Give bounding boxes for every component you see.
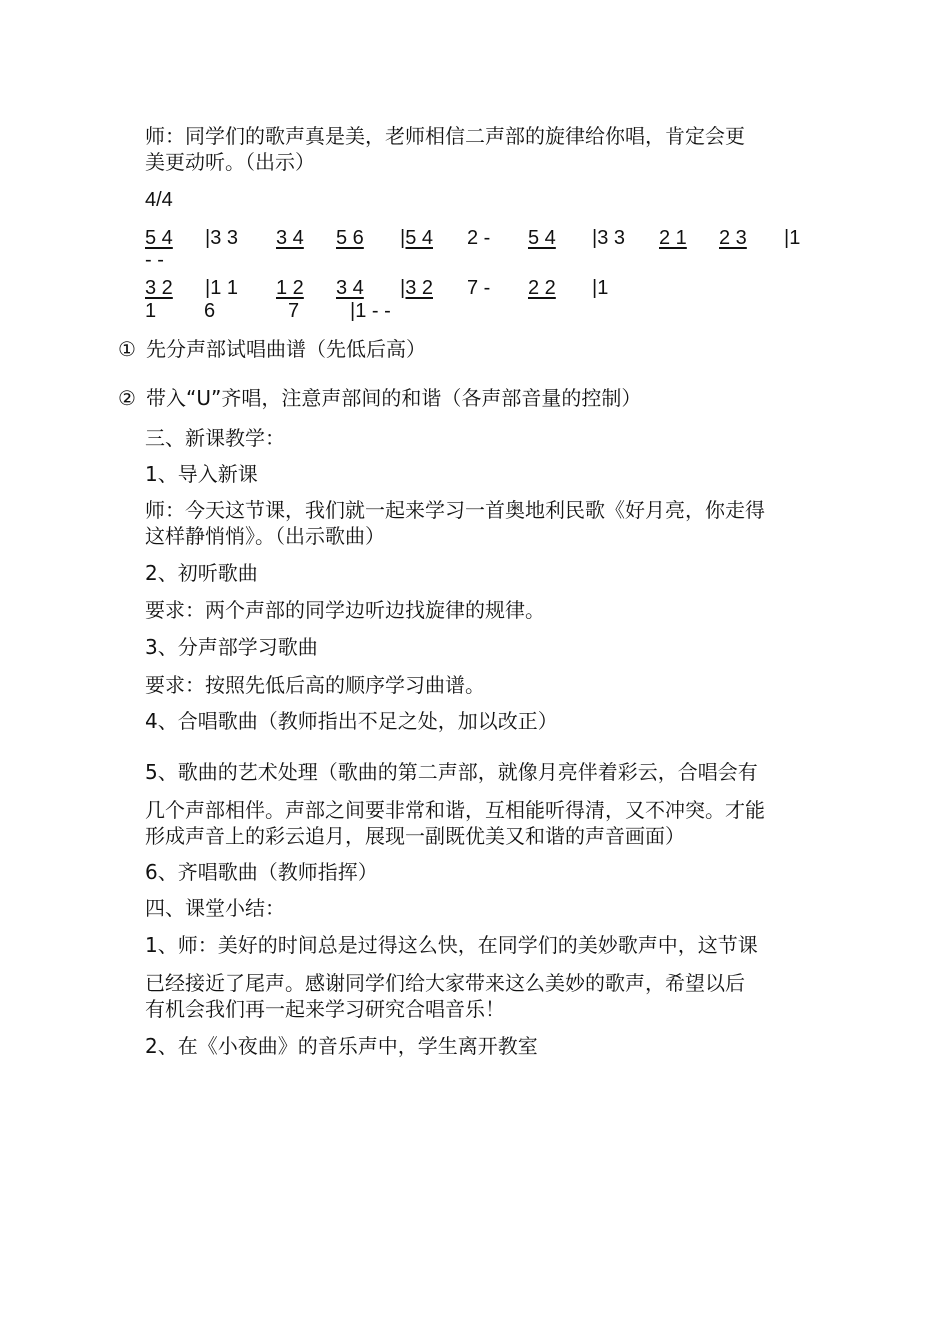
section-4-heading: 四、课堂小结： xyxy=(145,896,285,920)
note-group: |3 2 xyxy=(400,277,433,299)
intro-line-2: 美更动听。（出示） xyxy=(145,150,315,174)
note-group: - - xyxy=(145,249,164,271)
note-group: 1 2 xyxy=(276,277,304,299)
step-1-number: ① xyxy=(118,337,136,361)
section-3-item-2-title: 2、初听歌曲 xyxy=(145,561,258,585)
section-4-item-1-line-1: 1、师：美好的时间总是过得这么快，在同学们的美妙歌声中，这节课 xyxy=(145,933,758,957)
section-3-heading: 三、新课教学： xyxy=(145,426,285,450)
section-3-item-1-line-1: 师：今天这节课，我们就一起来学习一首奥地利民歌《好月亮，你走得 xyxy=(145,498,765,522)
note-group: 2 2 xyxy=(528,277,556,299)
section-3-item-1-line-2: 这样静悄悄》。（出示歌曲） xyxy=(145,524,385,548)
section-3-item-5-line-1: 5、歌曲的艺术处理（歌曲的第二声部，就像月亮伴着彩云，合唱会有 xyxy=(145,760,758,784)
section-3-item-4-title: 4、合唱歌曲（教师指出不足之处，加以改正） xyxy=(145,709,558,733)
section-4-item-1-line-3: 有机会我们再一起来学习研究合唱音乐！ xyxy=(145,997,505,1021)
note-group: 3 4 xyxy=(276,227,304,249)
note-group: 3 2 xyxy=(145,277,173,299)
note-group: 2 1 xyxy=(659,227,687,249)
note-group: |3 3 xyxy=(205,227,238,249)
note-group: |3 3 xyxy=(592,227,625,249)
step-2 xyxy=(118,386,641,410)
note-group: 5 6 xyxy=(336,227,364,249)
note-group: |1 - - xyxy=(350,300,391,322)
intro-line-1: 师：同学们的歌声真是美，老师相信二声部的旋律给你唱，肯定会更 xyxy=(145,124,745,148)
step-1 xyxy=(118,337,426,361)
note-group: 2 - xyxy=(467,227,491,249)
note-group: 5 4 xyxy=(145,227,173,249)
note-group: 1 xyxy=(145,300,157,322)
section-3-item-5-line-2: 几个声部相伴。声部之间要非常和谐，互相能听得清，又不冲突。才能 xyxy=(145,798,765,822)
note-group: 2 3 xyxy=(719,227,747,249)
section-3-item-3-text: 要求：按照先低后高的顺序学习曲谱。 xyxy=(145,673,485,697)
time-signature: 4/4 xyxy=(145,189,173,211)
section-3-item-2-text: 要求：两个声部的同学边听边找旋律的规律。 xyxy=(145,598,545,622)
note-group: 5 4 xyxy=(528,227,556,249)
section-3-item-5-line-3: 形成声音上的彩云追月，展现一副既优美又和谐的声音画面） xyxy=(145,824,685,848)
section-3-item-1-title: 1、导入新课 xyxy=(145,462,258,486)
note-group: 6 xyxy=(204,300,216,322)
note-group: |1 xyxy=(784,227,801,249)
note-group: |5 4 xyxy=(400,227,433,249)
section-4-item-2-title: 2、在《小夜曲》的音乐声中，学生离开教室 xyxy=(145,1034,538,1058)
note-group: 7 - xyxy=(467,277,491,299)
note-group: 7 xyxy=(288,300,300,322)
note-group: |1 1 xyxy=(205,277,238,299)
section-4-item-1-line-2: 已经接近了尾声。感谢同学们给大家带来这么美妙的歌声，希望以后 xyxy=(145,971,745,995)
section-3-item-6-title: 6、齐唱歌曲（教师指挥） xyxy=(145,860,378,884)
note-group: 3 4 xyxy=(336,277,364,299)
section-3-item-3-title: 3、分声部学习歌曲 xyxy=(145,635,318,659)
step-2-text: 带入“U”齐唱，注意声部间的和谐（各声部音量的控制） xyxy=(146,386,642,410)
note-group: |1 xyxy=(592,277,609,299)
step-1-text: 先分声部试唱曲谱（先低后高） xyxy=(146,337,426,361)
step-2-number: ② xyxy=(118,386,136,410)
